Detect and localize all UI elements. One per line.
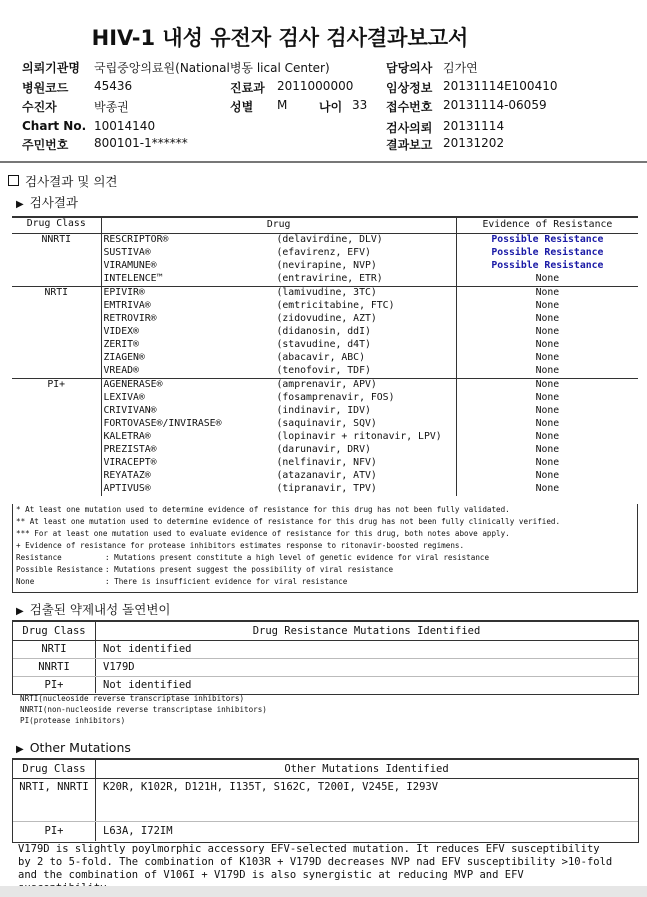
table-row [12,234,638,248]
table-row [13,822,638,841]
definition-term: Resistance [16,553,62,562]
clinical-value: 20131114E100410 [443,79,558,93]
evidence-cell: None [456,431,638,444]
drug-class-cell: PI+ [13,822,96,841]
table-row [12,483,638,496]
drug-generic-cell: (indinavir, IDV) [276,405,371,417]
doctor-label: 담당의사 [386,61,433,75]
note-line: ** At least one mutation used to determine evidence of resistance for this drug has not been fully clinically verified. [16,517,561,526]
drug-class-cell [12,431,101,444]
mutations-table [12,620,639,695]
evidence-cell: None [456,405,638,418]
evidence-cell: None [456,313,638,326]
drug-class-cell [12,247,101,260]
hospital-code-value: 45436 [94,79,133,93]
table-row [12,247,638,260]
definition-row [13,576,637,588]
evidence-cell: None [456,273,638,287]
section-mutations-label: 검출된 약제내성 돌연변이 [29,602,171,617]
drug-class-cell: NNRTI [12,234,101,248]
request-value: 20131114 [443,119,505,133]
abbreviation-item: NRTI(nucleoside reverse transcriptase inhibitors) [20,694,245,703]
patient-value: 박종권 [94,100,129,114]
drug-brand-cell: ZERIT® [103,339,139,351]
evidence-cell: None [456,326,638,339]
evidence-cell: None [456,287,638,301]
col-drug-class: Drug Class [13,622,96,640]
drug-class-cell [12,260,101,273]
drug-generic-cell: (didanosin, ddI) [276,326,371,338]
drug-class-cell [12,470,101,483]
page-bottom-bar [0,886,647,897]
definition-text: : Mutations present constitute a high level of genetic evidence for viral resistance [105,553,490,562]
definition-row [13,552,637,564]
drug-brand-cell: VIRAMUNE® [103,260,157,272]
evidence-cell: None [456,392,638,405]
dept-label: 진료과 [230,81,265,95]
table-row [12,313,638,326]
drug-brand-cell: EMTRIVA® [103,300,151,312]
table-row [12,339,638,352]
drug-generic-cell: (atazanavir, ATV) [276,470,377,482]
table-row [13,659,638,677]
abbreviation-item: PI(protease inhibitors) [20,716,126,725]
evidence-cell: None [456,352,638,365]
definition-term: Possible Resistance [16,565,103,574]
drug-brand-cell: VIRACEPT® [103,457,157,469]
drug-brand-cell: APTIVUS® [103,483,151,495]
triangle-bullet-icon: ▶ [16,744,24,755]
section-results-label: 검사결과 [29,195,79,210]
drug-generic-cell: (stavudine, d4T) [276,339,371,351]
section-other-label: Other Mutations [29,740,131,755]
section-results-opinion [8,172,117,190]
triangle-bullet-icon: ▶ [16,199,24,210]
report-value: 20131202 [443,136,505,150]
drug-class-cell [12,457,101,470]
drug-brand-cell: SUSTIVA® [103,247,151,259]
section-other [16,740,131,755]
table-row [12,260,638,273]
table-row [12,352,638,365]
col-drug: Drug [101,217,456,234]
resistance-notes [12,504,638,593]
mutation-cell: L63A, I72IM [103,825,173,837]
drug-class-cell [12,365,101,379]
receipt-label: 접수번호 [386,100,433,114]
note-line: * At least one mutation used to determine evidence of resistance for this drug has not been fully validated. [16,505,510,514]
table-row [12,418,638,431]
evidence-cell: None [456,457,638,470]
square-bullet-icon [8,175,19,186]
table-row [12,365,638,379]
drug-class-cell: PI+ [12,379,101,393]
receipt-value: 20131114-06059 [443,98,547,112]
resistance-table [12,216,638,496]
drug-class-cell [12,444,101,457]
sex-label: 성별 [230,100,254,114]
col-mutations: Drug Resistance Mutations Identified [252,625,481,637]
age-value: 33 [352,98,368,112]
mutation-cell: Not identified [103,643,192,655]
definition-text: : There is insufficient evidence for viral resistance [105,577,348,586]
header-divider [0,161,647,163]
col-drug-class: Drug Class [12,217,101,234]
resident-value: 800101-1****** [94,136,188,150]
drug-generic-cell: (nelfinavir, NFV) [276,457,377,469]
drug-brand-cell: RESCRIPTOR® [103,234,169,246]
evidence-cell: None [456,379,638,393]
evidence-cell: None [456,470,638,483]
drug-class-cell: NNRTI [13,659,96,676]
request-label: 검사의뢰 [386,121,433,135]
drug-brand-cell: PREZISTA® [103,444,157,456]
section-results-opinion-label: 검사결과 및 의견 [25,174,118,189]
drug-generic-cell: (zidovudine, AZT) [276,313,377,325]
comment-paragraph: V179D is slightly poylmorphic accessory EFV-selected mutation. It reduces EFV susceptibility by 2 to 5-fold. The combination of K103R + V179D decreases NVP nad EFV susceptibility >10-fold and the combination of V106I + V179D is also synergistic at reducing MVP and EFV [18,843,613,881]
other-mutations-table [12,758,639,843]
drug-class-cell [12,326,101,339]
definition-row [13,564,637,576]
evidence-cell: Possible Resistance [456,260,638,273]
drug-class-cell [12,483,101,496]
evidence-cell: None [456,300,638,313]
evidence-cell: Possible Resistance [456,234,638,248]
drug-generic-cell: (abacavir, ABC) [276,352,365,364]
table-row [13,677,638,693]
drug-class-cell [12,392,101,405]
drug-class-cell [12,418,101,431]
drug-class-cell [12,300,101,313]
drug-brand-cell: FORTOVASE®/INVIRASE® [103,418,222,430]
col-other-mutations: Other Mutations Identified [284,763,449,775]
table-row [13,779,638,822]
drug-class-cell: NRTI [12,287,101,301]
drug-generic-cell: (emtricitabine, FTC) [276,300,395,312]
evidence-cell: None [456,418,638,431]
chart-value: 10014140 [94,119,156,133]
triangle-bullet-icon: ▶ [16,606,24,617]
drug-brand-cell: AGENERASE® [103,379,163,391]
table-row [12,273,638,287]
drug-generic-cell: (saquinavir, SQV) [276,418,377,430]
abbreviation-list [20,693,267,726]
drug-brand-cell: INTELENCE™ [103,273,163,285]
resident-label: 주민번호 [22,138,69,152]
drug-brand-cell: VIDEX® [103,326,139,338]
drug-generic-cell: (fosamprenavir, FOS) [276,392,395,404]
drug-generic-cell: (efavirenz, EFV) [276,247,371,259]
definition-text: : Mutations present suggest the possibility of viral resistance [105,565,394,574]
table-row [12,405,638,418]
table-row [12,470,638,483]
definition-term: None [16,577,35,586]
drug-generic-cell: (tenofovir, TDF) [276,365,371,377]
report-label: 결과보고 [386,138,433,152]
note-line: *** For at least one mutation used to evaluate evidence of resistance for this drug, both notes above apply. [16,529,510,538]
table-row [12,392,638,405]
col-drug-class: Drug Class [13,760,96,778]
sex-value: M [277,98,288,112]
section-mutations [16,600,170,618]
table-row [12,287,638,301]
drug-brand-cell: EPIVIR® [103,287,145,299]
dept-value: 2011000000 [277,79,354,93]
header-info [0,0,647,160]
table-row [12,300,638,313]
drug-generic-cell: (amprenavir, APV) [276,379,377,391]
drug-brand-cell: REYATAZ® [103,470,151,482]
drug-class-cell: NRTI, NNRTI [13,779,96,821]
drug-class-cell [12,313,101,326]
drug-brand-cell: RETROVIR® [103,313,157,325]
drug-brand-cell: VREAD® [103,365,139,377]
drug-class-cell: PI+ [13,677,96,693]
abbreviation-item: NNRTI(non-nucleoside reverse transcriptase inhibitors) [20,705,267,714]
evidence-cell: Possible Resistance [456,247,638,260]
drug-generic-cell: (lamivudine, 3TC) [276,287,377,299]
chart-label: Chart No. [22,119,87,133]
section-results [16,193,78,211]
drug-generic-cell: (entravirine, ETR) [276,273,383,285]
other-table-header [13,760,638,779]
drug-brand-cell: CRIVIVAN® [103,405,157,417]
mutations-table-header [13,622,638,641]
col-evidence: Evidence of Resistance [456,217,638,234]
drug-brand-cell: LEXIVA® [103,392,145,404]
clinical-label: 임상정보 [386,81,433,95]
table-row [12,457,638,470]
drug-generic-cell: (nevirapine, NVP) [276,260,377,272]
evidence-cell: None [456,365,638,379]
drug-class-cell: NRTI [13,641,96,658]
drug-generic-cell: (lopinavir + ritonavir, LPV) [276,431,442,443]
table-row [13,641,638,659]
table-row [12,444,638,457]
drug-generic-cell: (darunavir, DRV) [276,444,371,456]
evidence-cell: None [456,444,638,457]
evidence-cell: None [456,483,638,496]
drug-generic-cell: (tipranavir, TPV) [276,483,377,495]
evidence-cell: None [456,339,638,352]
note-line: + Evidence of resistance for protease inhibitors estimates response to ritonavir-boosted regimens. [16,541,465,550]
report-title: HIV-1 내성 유전자 검사 검사결과보고서 [91,26,469,50]
age-label: 나이 [319,100,343,114]
drug-class-cell [12,339,101,352]
drug-brand-cell: ZIAGEN® [103,352,145,364]
drug-generic-cell: (delavirdine, DLV) [276,234,383,246]
table-row [12,379,638,393]
drug-class-cell [12,273,101,287]
table-row [12,326,638,339]
requester-label: 의뢰기관명 [22,61,80,75]
drug-brand-cell: KALETRA® [103,431,151,443]
patient-label: 수진자 [22,100,57,114]
drug-class-cell [12,352,101,365]
requester-value: 국립중앙의료원(National병동 lical Center) [94,61,330,75]
table-row [12,431,638,444]
mutation-cell: K20R, K102R, D121H, I135T, S162C, T200I, V245E, I293V [103,781,439,793]
resistance-table-header [12,217,638,234]
drug-class-cell [12,405,101,418]
doctor-value: 김가연 [443,61,478,75]
mutation-cell: V179D [103,661,135,673]
mutation-cell: Not identified [103,679,192,691]
hospital-code-label: 병원코드 [22,81,69,95]
